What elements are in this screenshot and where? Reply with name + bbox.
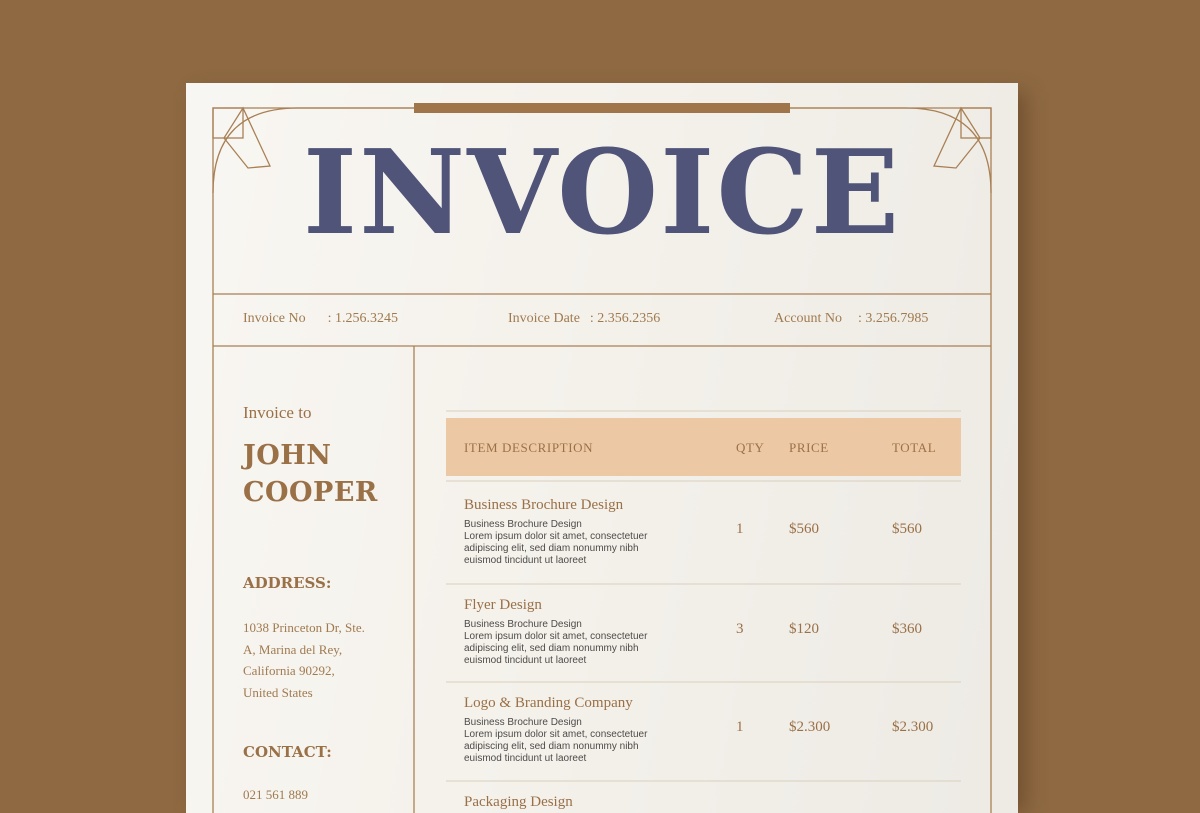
meta-value: : 3.256.7985 <box>858 311 929 326</box>
item-description-line: adipiscing elit, sed diam nonummy nibh <box>464 543 639 554</box>
item-description-line: Business Brochure Design <box>464 717 582 728</box>
meta-label: Account No <box>774 311 843 326</box>
table-header <box>446 418 961 476</box>
item-qty: 1 <box>736 719 744 735</box>
meta-value: : 1.256.3245 <box>327 311 398 326</box>
item-description-line: euismod tincidunt ut laoreet <box>464 753 587 764</box>
item-price: $120 <box>789 621 819 637</box>
address-line: California 90292, <box>243 663 335 678</box>
contact-heading: CONTACT: <box>243 743 332 761</box>
item-qty: 3 <box>736 621 744 637</box>
item-description-line: Lorem ipsum dolor sit amet, consectetuer <box>464 631 648 642</box>
item-description <box>464 519 704 567</box>
item-description-line: adipiscing elit, sed diam nonummy nibh <box>464 741 639 752</box>
item-description-line: Lorem ipsum dolor sit amet, consectetuer <box>464 531 648 542</box>
item-description-line: Lorem ipsum dolor sit amet, consectetuer <box>464 729 648 740</box>
client-name <box>243 437 413 511</box>
column-header-price: PRICE <box>789 440 829 455</box>
item-description-line: adipiscing elit, sed diam nonummy nibh <box>464 643 639 654</box>
column-header-description: ITEM DESCRIPTION <box>464 440 594 455</box>
item-description <box>464 619 704 667</box>
item-price: $560 <box>789 521 819 537</box>
meta-value: : 2.356.2356 <box>589 311 661 326</box>
item-description-line: Business Brochure Design <box>464 519 582 530</box>
item-description <box>464 717 704 765</box>
item-description-line: euismod tincidunt ut laoreet <box>464 655 587 666</box>
meta-label: Invoice No <box>243 311 306 326</box>
address-line: United States <box>243 684 313 700</box>
item-title: Packaging Design <box>464 794 573 810</box>
address-line: A, Marina del Rey, <box>243 641 343 657</box>
invoice-paper <box>186 83 1018 813</box>
item-total: $360 <box>892 621 922 637</box>
address-heading: ADDRESS: <box>243 574 332 592</box>
invoice-to-label: Invoice to <box>243 403 312 422</box>
client-name-line: JOHN <box>243 440 332 471</box>
client-name-line: COOPER <box>243 477 378 508</box>
item-description-line: euismod tincidunt ut laoreet <box>464 555 587 566</box>
meta-invoice-no <box>243 311 398 327</box>
item-title: Business Brochure Design <box>464 497 624 513</box>
column-header-qty: QTY <box>736 440 765 455</box>
meta-account-no <box>774 311 928 327</box>
item-price: $2.300 <box>789 719 831 735</box>
item-total: $2.300 <box>892 719 934 735</box>
item-total: $560 <box>892 521 922 537</box>
column-header-total: TOTAL <box>892 440 937 455</box>
item-title: Logo & Branding Company <box>464 695 633 711</box>
top-accent-bar <box>414 103 790 113</box>
item-qty: 1 <box>736 521 744 537</box>
address-line: 1038 Princeton Dr, Ste. <box>243 620 365 635</box>
item-description-line: Business Brochure Design <box>464 619 582 630</box>
item-title: Flyer Design <box>464 597 542 613</box>
address-block <box>243 617 365 703</box>
meta-invoice-date <box>508 311 660 327</box>
meta-label: Invoice Date <box>508 311 580 326</box>
invoice-title: INVOICE <box>302 125 902 261</box>
contact-value: 021 561 889 <box>243 787 308 802</box>
